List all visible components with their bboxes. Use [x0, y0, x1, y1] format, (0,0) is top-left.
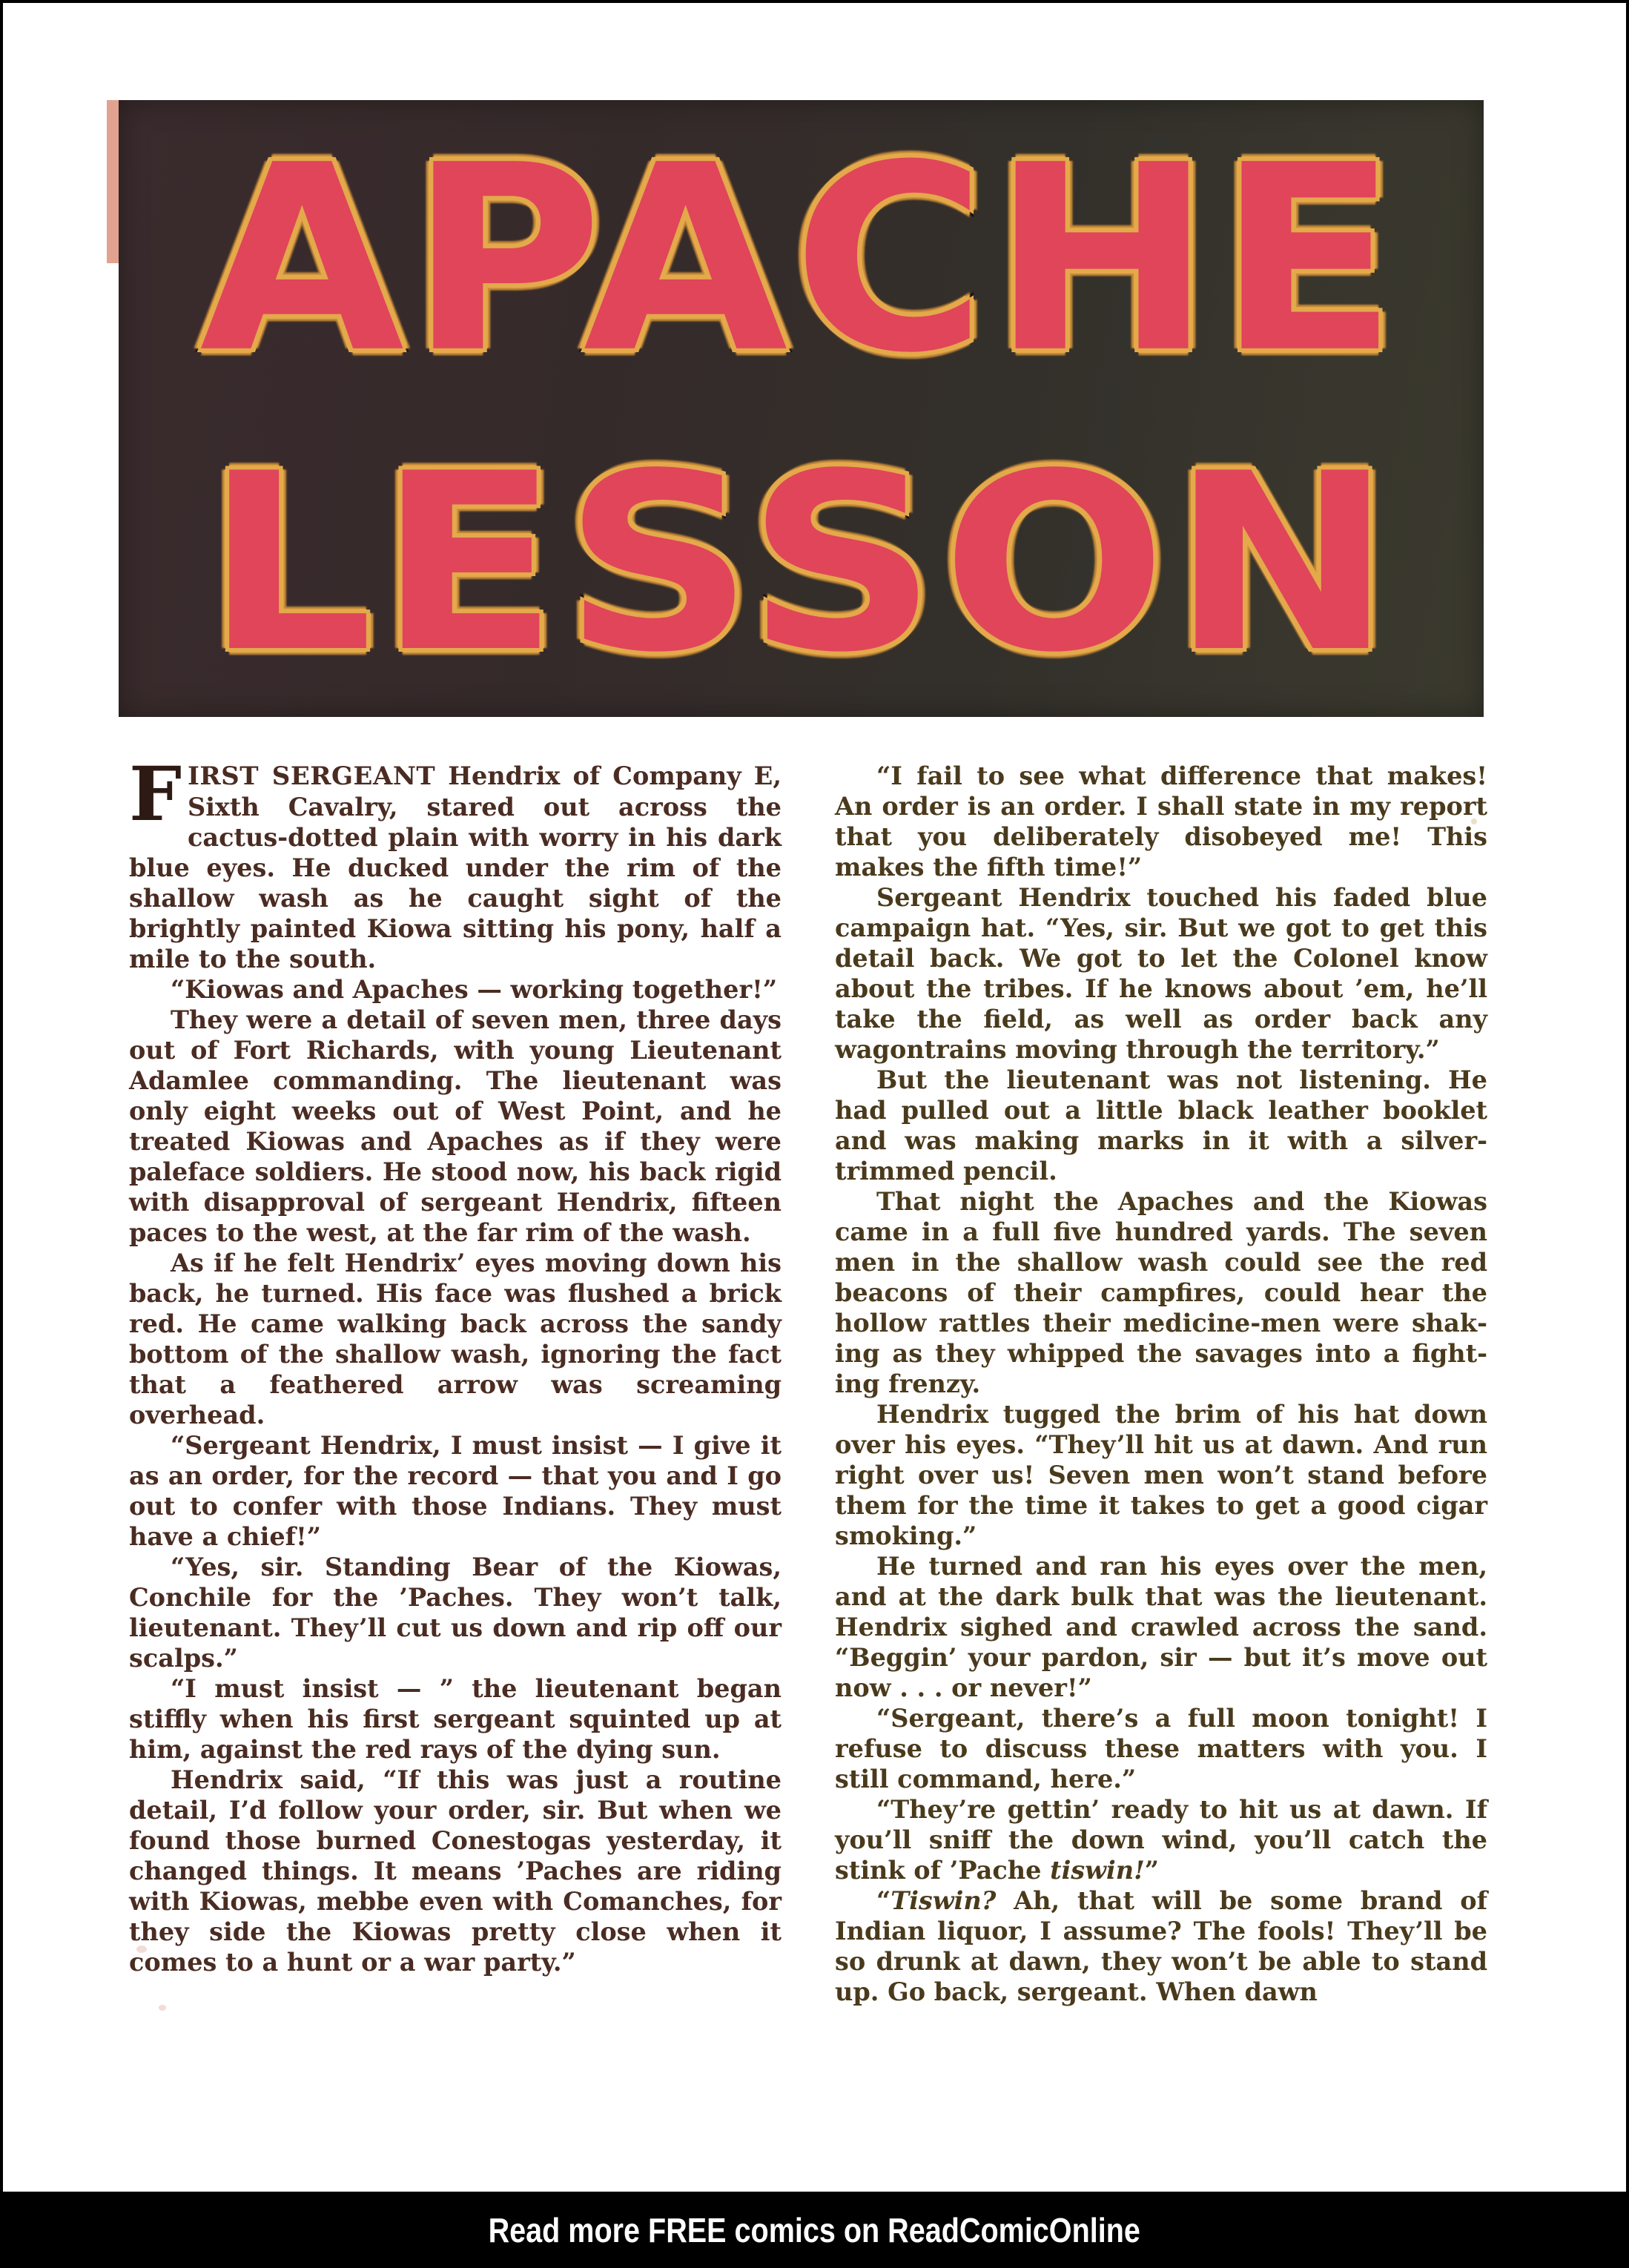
paragraph: He turned and ran his eyes over the men, and at the dark bulk that was the lieutenant. Hendrix sighed and crawled across the sand. “Beggin’ your pardon, sir — but it’s move out now . . . or never!” [835, 1552, 1487, 1702]
text-column-left [129, 750, 782, 1977]
footer-link[interactable]: Read more FREE comics on ReadComicOnline [488, 2210, 1141, 2249]
footer-banner[interactable] [0, 2192, 1629, 2268]
title-word-apache: APACHE [199, 110, 1403, 409]
paragraph: “Tiswin? Ah, that will be some brand of Indian liquor, I assume? The fools! They’ll be so drunk at dawn, they won’t be able to stand up. Go back, sergeant. When dawn [835, 1886, 1487, 2006]
paragraph: “I fail to see what difference that makes! An order is an order. I shall state in my report that you deliberately disobeyed me! This makes the fifth time!” [835, 761, 1487, 882]
italic-word: Tiswin? [891, 1886, 997, 1915]
paragraph: “I must insist — ” the lieutenant began stiffly when his first sergeant squinted up at him, against the red rays of the dying sun. [129, 1674, 782, 1764]
paragraph: Hendrix said, “If this was just a routine detail, I’d follow your order, sir. But when we found those burned Conestogas yesterday, it changed things. It means ’Paches are riding with Kiowas, mebbe even with Comanches, for they side the Kiowas pretty close when it comes to a hunt or a war party.” [129, 1765, 782, 1977]
drop-cap: F [129, 750, 182, 838]
paragraph: “Kiowas and Apaches — working together!” [171, 975, 778, 1004]
print-speck [159, 2005, 166, 2011]
italic-word: tiswin! [1050, 1856, 1145, 1885]
paragraph: “Sergeant Hendrix, I must insist — I give it as an order, for the record — that you and I go out to confer with those Indians. They must have a chief!” [129, 1431, 782, 1551]
paragraph: Sergeant Hendrix touched his faded blue campaign hat. “Yes, sir. But we got to get this detail back. We got to let the Colonel know about the tribes. If he knows about ’em, he’ll take the field, as well as order back any wagontrains moving through the territory.” [835, 883, 1487, 1064]
text-column-right [835, 761, 1487, 2007]
title-word-lesson: LESSON [205, 421, 1398, 706]
paragraph: That night the Apaches and the Kiowas came in a full five hundred yards. The seven men in the shallow wash could see the red beacons of their campfires, could hear the hollow rattles their medicine-men were shaking as they whipped the savages into a fighting frenzy. [835, 1187, 1487, 1398]
comic-page [3, 3, 1626, 2192]
paragraph: Hendrix tugged the brim of his hat down over his eyes. “They’ll hit us at dawn. And run right over us! Seven men won’t stand before them for the time it takes to get a good cigar smoking.” [835, 1400, 1487, 1550]
paragraph: “Sergeant, there’s a full moon tonight! I refuse to discuss these matters with you. I still command, here.” [835, 1704, 1487, 1793]
paragraph: “They’re gettin’ ready to hit us at dawn. If you’ll sniff the down wind, you’ll catch the stink of ’Pache tiswin!” [835, 1795, 1487, 1885]
title-panel [119, 100, 1484, 717]
paragraph: FIRST SERGEANT Hendrix of Company E, Sixth Cavalry, stared out across the cactus-dotted plain with worry in his dark blue eyes. He ducked under the rim of the shallow wash as he caught sight of the brightly painted Kiowa sitting his pony, half a mile to the south. [129, 750, 782, 973]
lead-in-caps: IRST SERGEANT [188, 761, 436, 791]
paragraph: “Yes, sir. Standing Bear of the Kiowas, Conchile for the ’Paches. They won’t talk, lieutenant. They’ll cut us down and rip off our scalps.” [129, 1553, 782, 1673]
print-speck [1471, 819, 1477, 824]
paragraph: As if he felt Hendrix’ eyes moving down his back, he turned. His face was flushed a brick red. He came walking back across the sandy bottom of the shallow wash, ignoring the fact that a feathered arrow was screaming overhead. [129, 1249, 782, 1429]
paragraph: They were a detail of seven men, three days out of Fort Richards, with young Lieutenant Adamlee commanding. The lieutenant was only eight weeks out of West Point, and he treated Kiowas and Apaches as if they were paleface soldiers. He stood now, his back rigid with disapproval of sergeant Hendrix, fifteen paces to the west, at the far rim of the wash. [129, 1005, 782, 1247]
print-speck [136, 1945, 147, 1953]
paragraph: But the lieutenant was not listening. He had pulled out a little black leather booklet and was making marks in it with a silver-trimmed pencil. [835, 1065, 1487, 1186]
